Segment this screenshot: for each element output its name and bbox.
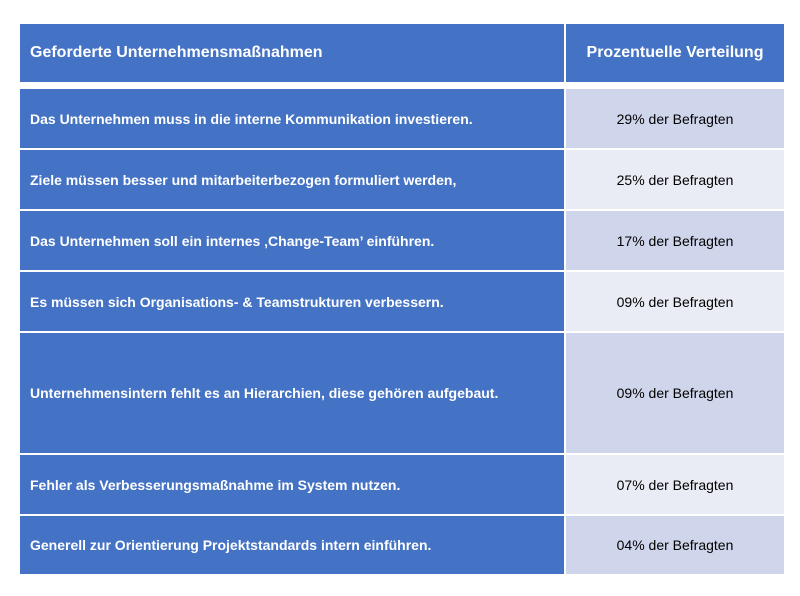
measure-cell: Das Unternehmen soll ein internes ‚Change-Team’ einführen. (20, 211, 564, 270)
measure-cell: Es müssen sich Organisations- & Teamstrukturen verbessern. (20, 272, 564, 331)
measure-cell: Fehler als Verbesserungsmaßnahme im System nutzen. (20, 455, 564, 514)
measure-cell: Generell zur Orientierung Projektstandards intern einführen. (20, 516, 564, 574)
table-row (20, 89, 784, 148)
measure-cell: Das Unternehmen muss in die interne Kommunikation investieren. (20, 89, 564, 148)
table-header-row (20, 24, 784, 82)
header-distribution: Prozentuelle Verteilung (566, 24, 784, 82)
measures-table (20, 24, 784, 574)
table-row (20, 150, 784, 209)
share-cell: 09% der Befragten (566, 333, 784, 453)
share-cell: 04% der Befragten (566, 516, 784, 574)
table-row (20, 211, 784, 270)
share-cell: 25% der Befragten (566, 150, 784, 209)
header-measures: Geforderte Unternehmensmaßnahmen (20, 24, 564, 82)
share-cell: 07% der Befragten (566, 455, 784, 514)
share-cell: 09% der Befragten (566, 272, 784, 331)
table-row (20, 455, 784, 514)
table-row (20, 333, 784, 453)
share-cell: 17% der Befragten (566, 211, 784, 270)
measure-cell: Unternehmensintern fehlt es an Hierarchien, diese gehören aufgebaut. (20, 333, 564, 453)
table-row (20, 516, 784, 574)
table-row (20, 272, 784, 331)
share-cell: 29% der Befragten (566, 89, 784, 148)
measure-cell: Ziele müssen besser und mitarbeiterbezogen formuliert werden, (20, 150, 564, 209)
